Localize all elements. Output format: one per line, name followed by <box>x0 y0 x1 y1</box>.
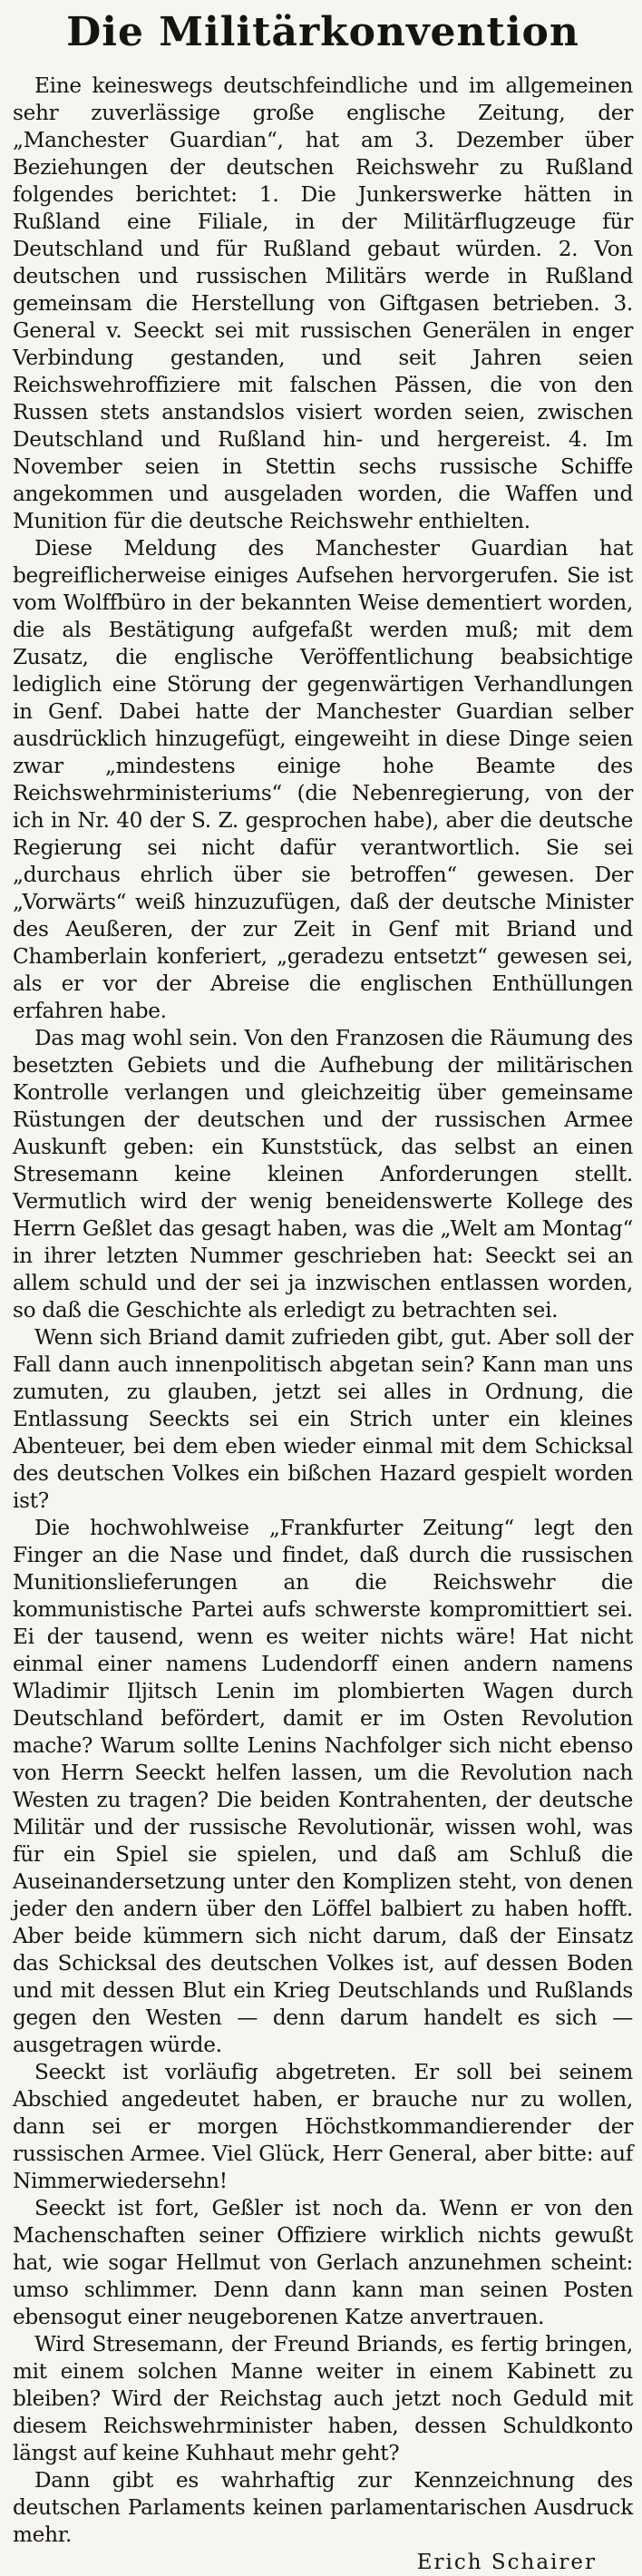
paragraph-5: Die hochwohlweise „Frankfurter Zeitung“ legt den Finger an die Nase und findet, daß durch die russischen Munitionslieferungen an die Reichswehr die kommunistische Partei aufs schwerste kompromittiert sei. Ei der tausend, wenn es weiter nichts wäre! Hat nicht einmal einer namens Ludendorff einen andern namens Wladimir Iljitsch Lenin im plombierten Wagen durch Deutschland befördert, damit er im Osten Revolution mache? Warum sollte Lenins Nachfolger sich nicht ebenso von Herrn Seeckt helfen lassen, um die Revolution nach Westen zu tragen? Die beiden Kontrahenten, der deutsche Militär und der russische Revolutionär, wissen wohl, was für ein Spiel sie spielen, und daß am Schluß die Auseinandersetzung unter den Komplizen steht, von denen jeder den andern über den Löffel balbiert zu haben hofft. Aber beide kümmern sich nicht darum, daß der Einsatz das Schicksal des deutschen Volkes ist, auf dessen Boden und mit dessen Blut ein Krieg Deutschlands und Rußlands gegen den Westen — denn darum handelt es sich — ausgetragen würde. <box>13 1516 633 2057</box>
paragraph-4: Wenn sich Briand damit zufrieden gibt, gut. Aber soll der Fall dann auch innenpolitisch abgetan sein? Kann man uns zumuten, zu glauben, jetzt sei alles in Ordnung, die Entlassung Seeckts sei ein Strich unter ein kleines Abenteuer, bei dem eben wieder einmal mit dem Schicksal des deutschen Volkes ein bißchen Hazard gespielt worden ist? <box>13 1325 633 1513</box>
headline: Die Militärkonvention <box>66 9 579 55</box>
paragraph-1: Eine keineswegs deutschfeindliche und im allgemeinen sehr zuverlässige große englische Zeitung, der „Manchester Guardian“, hat am 3. Dezember über Beziehungen der deutschen Reichswehr zu Rußland folgendes berichtet: 1. Die Junkerswerke hätten in Rußland eine Filiale, in der Militärflugzeuge für Deutschland und für Rußland gebaut würden. 2. Von deutschen und russischen Militärs werde in Rußland gemeinsam die Herstellung von Giftgasen betrieben. 3. General v. Seeckt sei mit russischen Generälen in enger Verbindung gestanden, und seit Jahren seien Reichswehroffiziere mit falschen Pässen, die von den Russen stets anstandslos visiert worden seien, zwischen Deutschland und Rußland hin- und hergereist. 4. Im November seien in Stettin sechs russische Schiffe angekommen und ausgeladen worden, die Waffen und Munition für die deutsche Reichswehr enthielten. <box>13 73 633 533</box>
paragraph-7: Seeckt ist fort, Geßler ist noch da. Wenn er von den Machenschaften seiner Offiziere wirklich nichts gewußt hat, wie sogar Hellmut von Gerlach anzunehmen scheint: umso schlimmer. Denn dann kann man seinen Posten ebensogut einer neugeborenen Katze anvertrauen. <box>13 2196 633 2329</box>
paragraph-9: Dann gibt es wahrhaftig zur Kennzeichnung des deutschen Parlaments keinen parlamentarischen Ausdruck mehr. <box>13 2468 633 2547</box>
paragraph-3: Das mag wohl sein. Von den Franzosen die Räumung des besetzten Gebiets und die Aufhebung der militärischen Kontrolle verlangen und gleichzeitig über gemeinsame Rüstungen der deutschen und der russischen Armee Auskunft geben: ein Kunststück, das selbst an einen Stresemann keine kleinen Anforderungen stellt. Vermutlich wird der wenig beneidenswerte Kollege des Herrn Geßlet das gesagt haben, was die „Welt am Montag“ in ihrer letzten Nummer geschrieben hat: Seeckt sei an allem schuld und der sei ja inzwischen entlassen worden, so daß die Geschichte als erledigt zu betrachten sei. <box>13 1026 633 1322</box>
author-signature: Erich Schairer <box>416 2551 597 2574</box>
paragraph-6: Seeckt ist vorläufig abgetreten. Er soll bei seinem Abschied angedeutet haben, er brauche nur zu wollen, dann sei er morgen Höchstkommandierender der russischen Armee. Viel Glück, Herr General, aber bitte: auf Nimmerwiedersehn! <box>13 2060 633 2193</box>
article-body <box>13 73 633 2549</box>
paragraph-8: Wird Stresemann, der Freund Briands, es fertig bringen, mit einem solchen Manne weiter in einem Kabinett zu bleiben? Wird der Reichstag auch jetzt noch Geduld mit diesem Reichswehrminister haben, dessen Schuldkonto längst auf keine Kuhhaut mehr geht? <box>13 2332 633 2465</box>
paragraph-2: Diese Meldung des Manchester Guardian hat begreiflicherweise einiges Aufsehen hervorgerufen. Sie ist vom Wolffbüro in der bekannten Weise dementiert worden, die als Bestätigung aufgefaßt werden muß; mit dem Zusatz, die englische Veröffentlichung beabsichtige lediglich eine Störung der gegenwärtigen Verhandlungen in Genf. Dabei hatte der Manchester Guardian selber ausdrücklich hinzugefügt, eingeweiht in diese Dinge seien zwar „mindestens einige hohe Beamte des Reichswehrministeriums“ (die Nebenregierung, von der ich in Nr. 40 der S. Z. gesprochen habe), aber die deutsche Regierung sei nicht dafür verantwortlich. Sie sei „durchaus ehrlich über sie betroffen“ gewesen. Der „Vorwärts“ weiß hinzuzufügen, daß der deutsche Minister des Aeußeren, der zur Zeit in Genf mit Briand und Chamberlain konferiert, „geradezu entsetzt“ gewesen sei, als er vor der Abreise die englischen Enthüllungen erfahren habe. <box>13 536 633 1023</box>
